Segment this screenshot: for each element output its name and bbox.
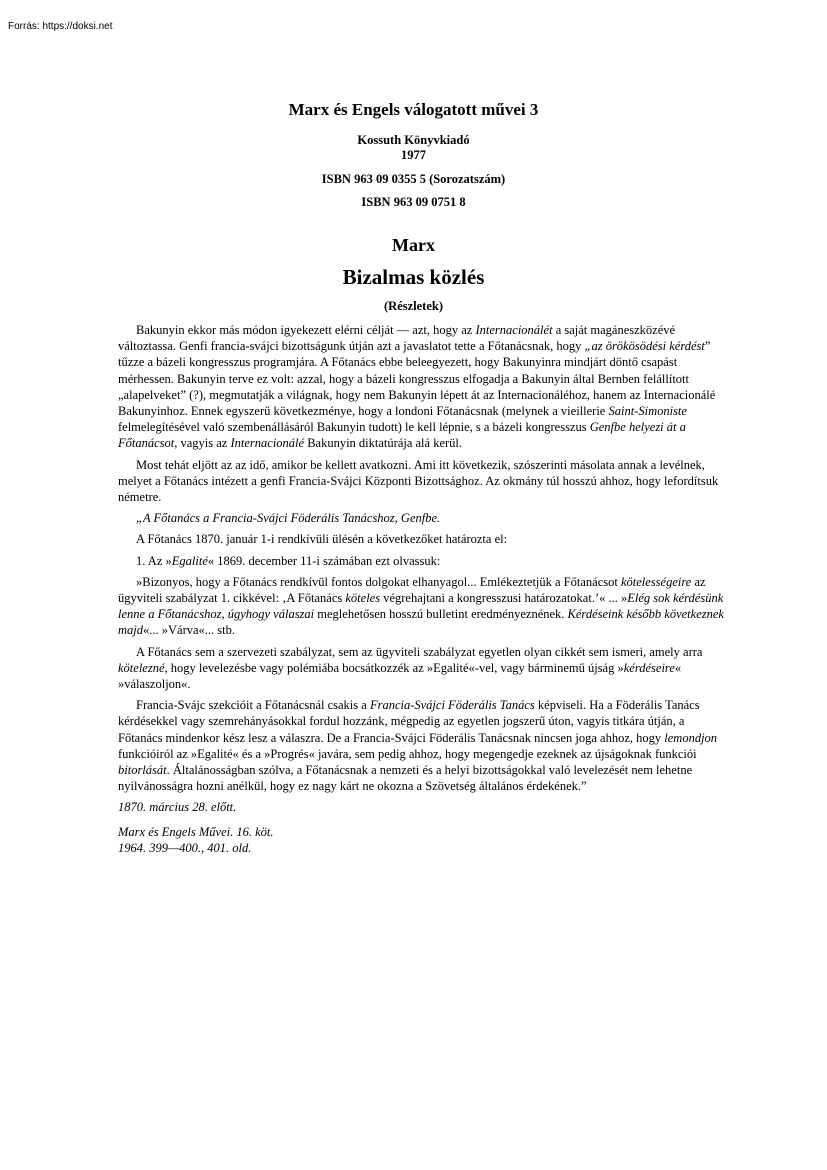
publisher: Kossuth Könyvkiadó bbox=[357, 133, 470, 147]
reference-line: 1964. 399—400., 401. old. bbox=[118, 840, 252, 855]
quotation: »Bizonyos, hogy a Főtanács rendkívül fontos dolgokat elhanyagol... Emlékeztetjük a Főtanácsot kötelességeire az ügyviteli szabályzat 1. cikkével: ‚A Főtanács köteles végrehajtani a kongresszusi határozatokat.’« ... »Elég sok kérdésünk lenne a Főtanácshoz, úgyhogy válaszai meglehetősen hosszú bulletint eredményeznének. Kérdéseink később következnek majd«... »Várva«... stb. bbox=[118, 574, 724, 638]
paragraph: 1. Az »Egalité« 1869. december 11-i számában ezt olvassuk: bbox=[136, 553, 441, 568]
reference bbox=[118, 824, 730, 856]
source-label: Forrás: https://doksi.net bbox=[8, 21, 113, 32]
publication-year: 1977 bbox=[401, 148, 426, 162]
book-title: Marx és Engels válogatott művei 3 bbox=[288, 100, 539, 119]
paragraph: A Főtanács sem a szervezeti szabályzat, sem az ügyviteli szabályzat egyetlen olyan cikkét sem ismeri, amely arra kötelezné, hogy levelezésbe vagy polémiába bocsátkozzék az »Egalité«-vel, vagy bárminemű újság »kérdéseire« »válaszoljon«. bbox=[118, 644, 703, 692]
isbn: ISBN 963 09 0751 8 bbox=[361, 195, 466, 209]
article-body bbox=[118, 322, 730, 861]
article-author: Marx bbox=[392, 235, 435, 255]
article-title: Bizalmas közlés bbox=[342, 265, 485, 289]
isbn-series: ISBN 963 09 0355 5 (Sorozatszám) bbox=[321, 172, 506, 186]
date-line: 1870. március 28. előtt. bbox=[118, 800, 237, 815]
publisher-block bbox=[0, 133, 827, 163]
reference-line: Marx és Engels Művei. 16. köt. bbox=[118, 824, 274, 839]
letter-salutation: „A Főtanács a Francia-Svájci Föderális Tanácshoz, Genfbe. bbox=[136, 511, 441, 526]
paragraph: Bakunyin ekkor más módon igyekezett elérni célját — azt, hogy az Internacionálét a saját magáneszközévé változtassa. Genfi francia-svájci bizottságunk útján azt a javaslatot tette a Főtanácsnak, hogy „az örökösödési kérdést” tűzze a bázeli kongresszus programjára. A Főtanács ebbe beleegyezett, hogy Bakunyinra mindjárt döntő csapást mérhessen. Bakunyin terve ez volt: azzal, hogy a bázeli kongresszus elfogadja a Bakunyin által Bernben felállított „alapelveket” (?), megmutatják a világnak, hogy nem Bakunyin lépett át az Internacionáléhoz, hanem az Internacionálé Bakunyinhoz. Ennek egyszerű következménye, hogy a londoni Főtanácsnak (melynek a vieillerie Saint-Simoniste felmelegítésével való szembenállásáról Bakunyin tudott) le kell lépnie, s a bázeli kongresszus Genfbe helyezi át a Főtanácsot, vagyis az Internacionálé Bakunyin diktatúrája alá kerül. bbox=[118, 323, 716, 451]
paragraph: Francia-Svájc szekcióit a Főtanácsnál csakis a Francia-Svájci Föderális Tanács képviseli. Ha a Föderális Tanács kérdésekkel vagy szemrehányásokkal fordul hozzánk, mégpedig az egyetlen jogszerű úton, vagyis titkára útján, a Főtanács mindenkor kész lesz a válaszra. De a Francia-Svájci Föderális Tanácsnak nincsen joga ahhoz, hogy lemondjon funkcióiról az »Egalité« és a »Progrés« javára, sem pedig ahhoz, hogy megengedje ezeknek az újságoknak funkciói bitorlását. Általánosságban szólva, a Főtanácsnak a nemzeti és a helyi bizottságokkal való levelezését nem lehetne nyilvánosságra hozni anélkül, hogy ez nagy kárt ne okozna a Szövetség általános érdekének.” bbox=[118, 698, 718, 794]
paragraph: Most tehát eljött az az idő, amikor be kellett avatkozni. Ami itt következik, szószerinti másolata annak a levélnek, melyet a Főtanács intézett a genfi Francia-Svájci Központi Bizottsághoz. Az okmány túl hosszú ahhoz, hogy lefordítsuk németre. bbox=[118, 457, 719, 505]
article-subtitle: (Részletek) bbox=[384, 299, 443, 313]
paragraph: A Főtanács 1870. január 1-i rendkívüli ülésén a következőket határozta el: bbox=[136, 532, 508, 547]
